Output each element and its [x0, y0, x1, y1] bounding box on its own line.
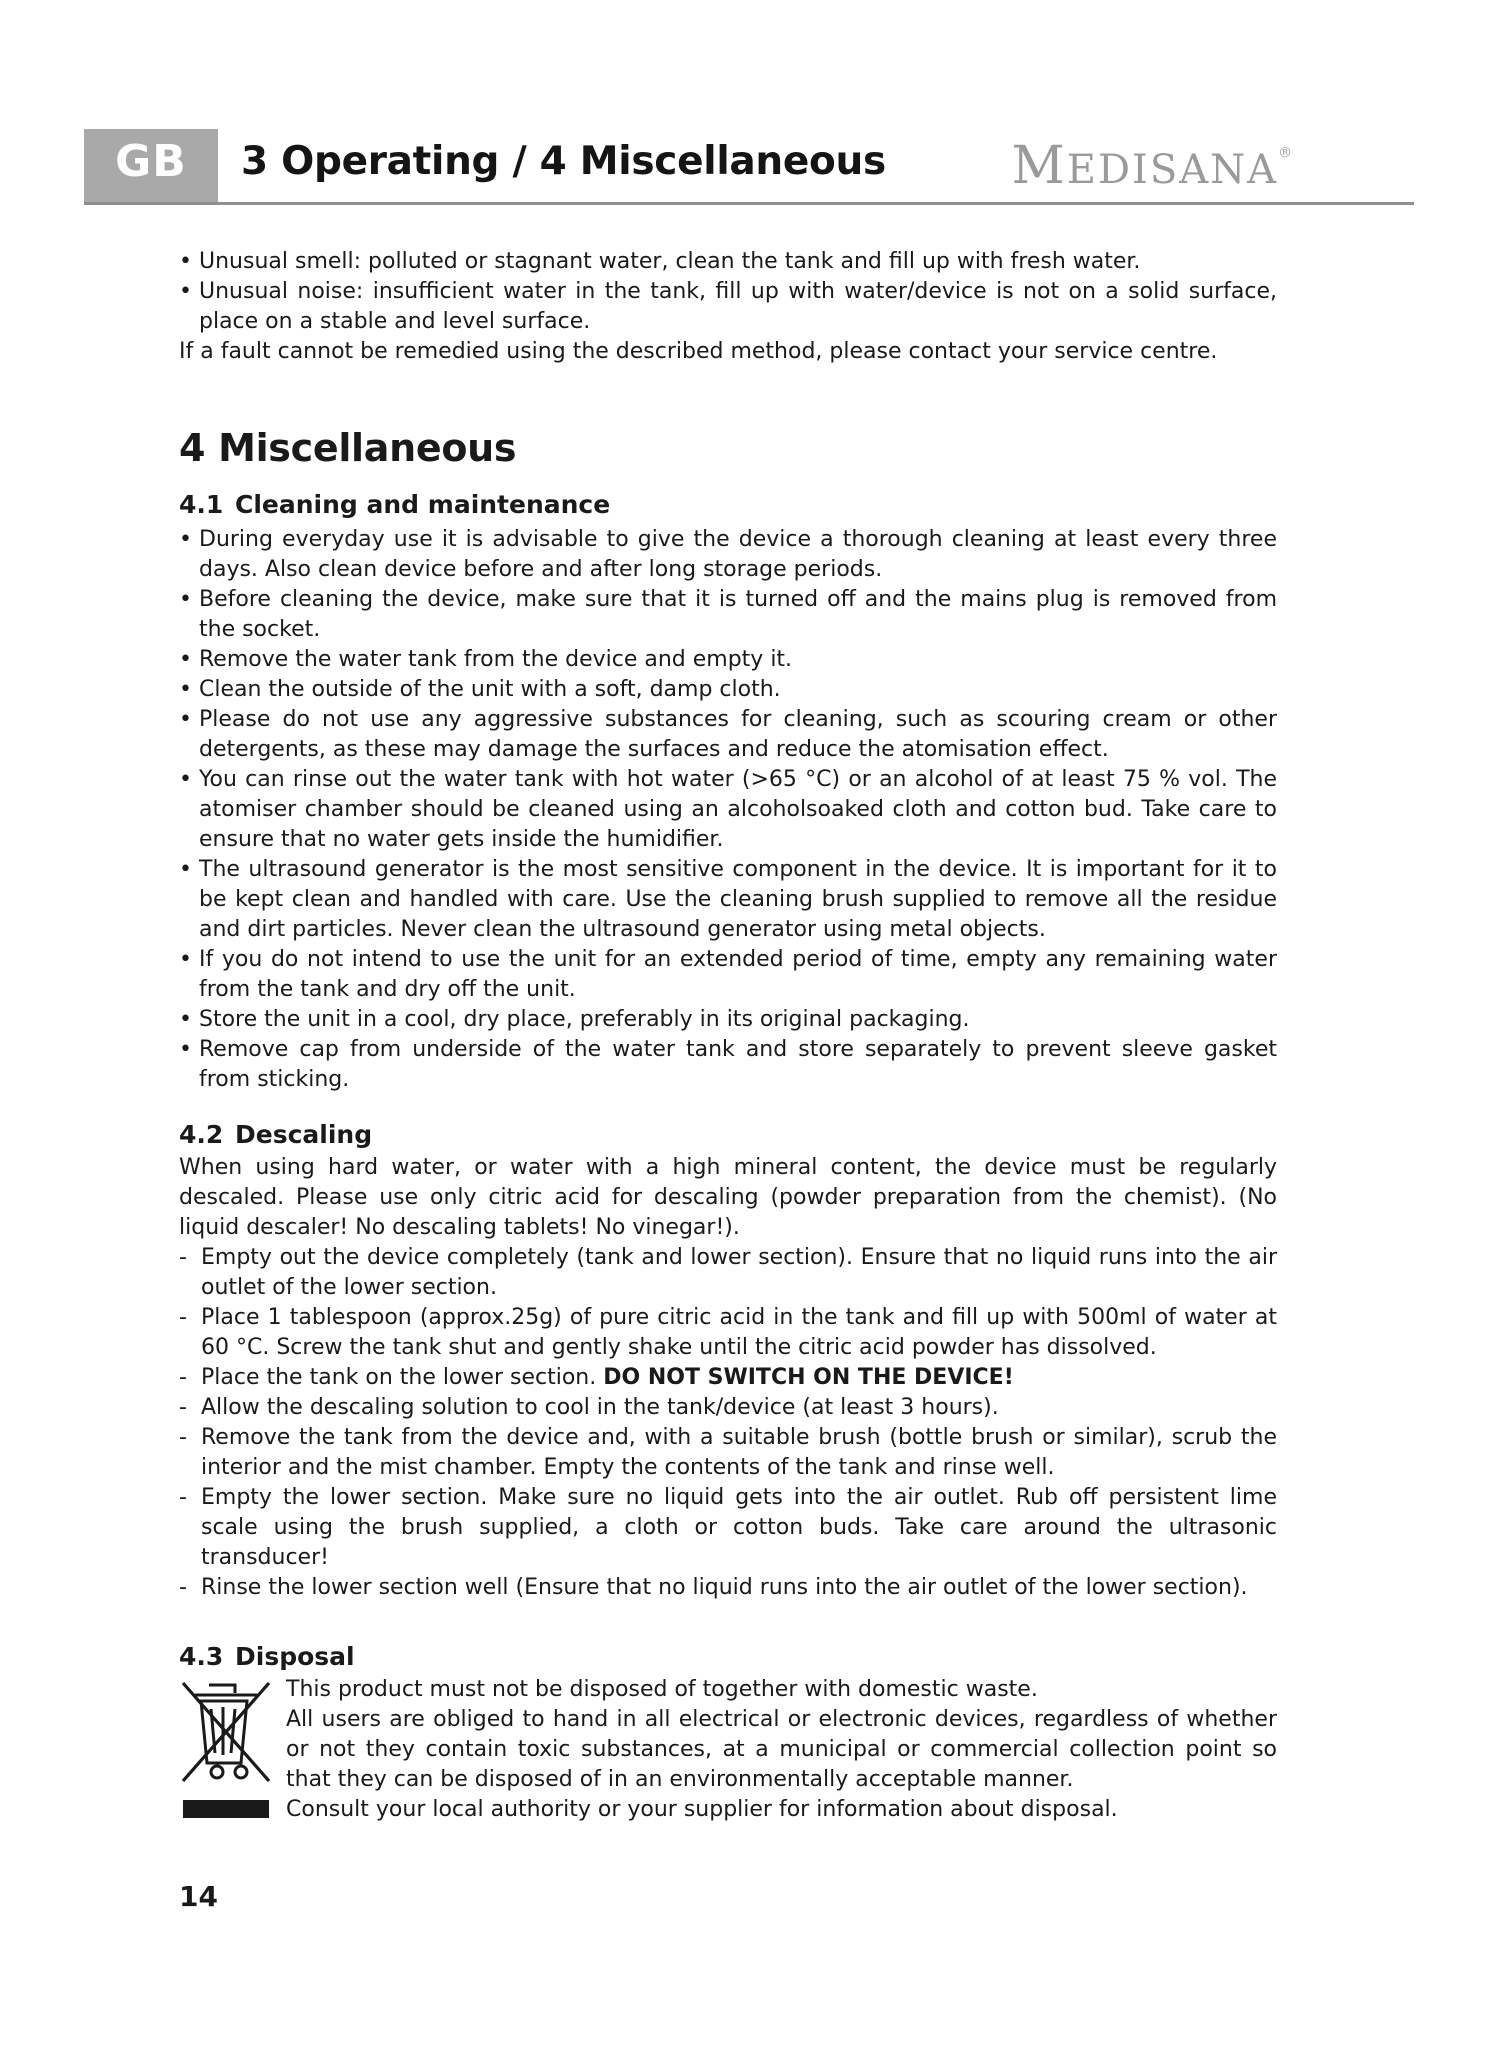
subsection-heading-descaling — [179, 1119, 1277, 1151]
brand-logo-initial: M — [1011, 136, 1067, 196]
list-item: • Before cleaning the device, make sure that it is turned off and the mains plug is removed from the socket. — [179, 585, 1277, 645]
descaling-steps — [179, 1243, 1277, 1603]
list-item: • Please do not use any aggressive substances for cleaning, such as scouring cream or other detergents, as these may damage the surfaces and reduce the atomisation effect. — [179, 705, 1277, 765]
subsection-title: Disposal — [235, 1642, 355, 1671]
language-badge: GB — [84, 129, 218, 205]
brand-logo-rest: EDISANA — [1066, 147, 1278, 193]
disposal-symbol-bar — [183, 1800, 269, 1818]
fault-item-smell — [179, 247, 1277, 277]
list-item: - Empty the lower section. Make sure no liquid gets into the air outlet. Rub off persistent lime scale using the brush supplied, a cloth or cotton buds. Take care around the ultrasonic transducer! — [179, 1483, 1277, 1573]
page-number: 14 — [179, 1880, 218, 1913]
list-item: • Remove cap from underside of the water tank and store separately to prevent sleeve gasket from sticking. — [179, 1035, 1277, 1095]
subsection-number: 4.2 — [179, 1120, 224, 1149]
page-content — [179, 247, 1277, 1825]
subsection-number: 4.1 — [179, 490, 224, 519]
disposal-text — [286, 1675, 1277, 1825]
fault-list — [179, 247, 1277, 367]
brand-logo — [1012, 135, 1293, 197]
fault-text: insufficient water in the tank, fill up with water/device is not on a solid surface, place on a stable and level surface. — [199, 279, 1277, 334]
list-item: - Rinse the lower section well (Ensure that no liquid runs into the air outlet of the lower section). — [179, 1573, 1277, 1603]
section-heading: 4 Miscellaneous — [179, 426, 517, 470]
header-divider — [84, 202, 1414, 205]
list-item: - Allow the descaling solution to cool in the tank/device (at least 3 hours). — [179, 1393, 1277, 1423]
fault-item-noise — [179, 277, 1277, 337]
fault-text: polluted or stagnant water, clean the tank and fill up with fresh water. — [361, 249, 1141, 274]
list-item: • The ultrasound generator is the most sensitive component in the device. It is important for it to be kept clean and handled with care. Use the cleaning brush supplied to remove all the residue and dirt particles. Never clean the ultrasound generator using metal objects. — [179, 855, 1277, 945]
list-item: - Place 1 tablespoon (approx.25g) of pure citric acid in the tank and fill up with 500ml of water at 60 °C. Screw the tank shut and gently shake until the citric acid powder has dissolved. — [179, 1303, 1277, 1363]
subsection-number: 4.3 — [179, 1642, 224, 1671]
descaling-intro: When using hard water, or water with a high mineral content, the device must be regularly descaled. Please use only citric acid for descaling (powder preparation from the chemist). (No liquid descaler! No descaling tablets! No vinegar!). — [179, 1155, 1277, 1240]
list-item: • Store the unit in a cool, dry place, preferably in its original packaging. — [179, 1005, 1277, 1035]
step-text: Place the tank on the lower section. — [201, 1365, 604, 1390]
page-header — [84, 129, 1414, 205]
list-item: - Remove the tank from the device and, with a suitable brush (bottle brush or similar), scrub the interior and the mist chamber. Empty the contents of the tank and rinse well. — [179, 1423, 1277, 1483]
subsection-title: Cleaning and maintenance — [235, 490, 611, 519]
list-item: - Empty out the device completely (tank and lower section). Ensure that no liquid runs into the air outlet of the lower section. — [179, 1243, 1277, 1303]
crossed-out-bin-icon — [179, 1677, 273, 1787]
warning-text: DO NOT SWITCH ON THE DEVICE! — [603, 1365, 1014, 1390]
list-item — [179, 1363, 1277, 1393]
fault-term: Unusual smell: — [199, 249, 362, 274]
list-item: • Clean the outside of the unit with a soft, damp cloth. — [179, 675, 1277, 705]
disposal-line: This product must not be disposed of together with domestic waste. — [286, 1677, 1038, 1702]
subsection-heading-cleaning — [179, 489, 1277, 521]
fault-term: Unusual noise: — [199, 279, 364, 304]
list-item: • If you do not intend to use the unit for an extended period of time, empty any remaining water from the tank and dry off the unit. — [179, 945, 1277, 1005]
disposal-block — [179, 1675, 1277, 1825]
subsection-title: Descaling — [235, 1120, 373, 1149]
list-item: • You can rinse out the water tank with hot water (>65 °C) or an alcohol of at least 75 % vol. The atomiser chamber should be cleaned using an alcoholsoaked cloth and cotton bud. Take care to ensure that no water gets inside the humidifier. — [179, 765, 1277, 855]
subsection-heading-disposal — [179, 1641, 1277, 1673]
page-title: 3 Operating / 4 Miscellaneous — [241, 139, 886, 184]
list-item: • During everyday use it is advisable to give the device a thorough cleaning at least every three days. Also clean device before and after long storage periods. — [179, 525, 1277, 585]
disposal-line: Consult your local authority or your supplier for information about disposal. — [286, 1797, 1118, 1822]
list-item: • Remove the water tank from the device and empty it. — [179, 645, 1277, 675]
service-contact-note: If a fault cannot be remedied using the described method, please contact your service centre. — [179, 339, 1218, 364]
disposal-line: All users are obliged to hand in all electrical or electronic devices, regardless of whether or not they contain toxic substances, at a municipal or commercial collection point so that they can be disposed of in an environmentally acceptable manner. — [286, 1707, 1277, 1792]
registered-mark: ® — [1278, 145, 1292, 161]
cleaning-list — [179, 525, 1277, 1095]
